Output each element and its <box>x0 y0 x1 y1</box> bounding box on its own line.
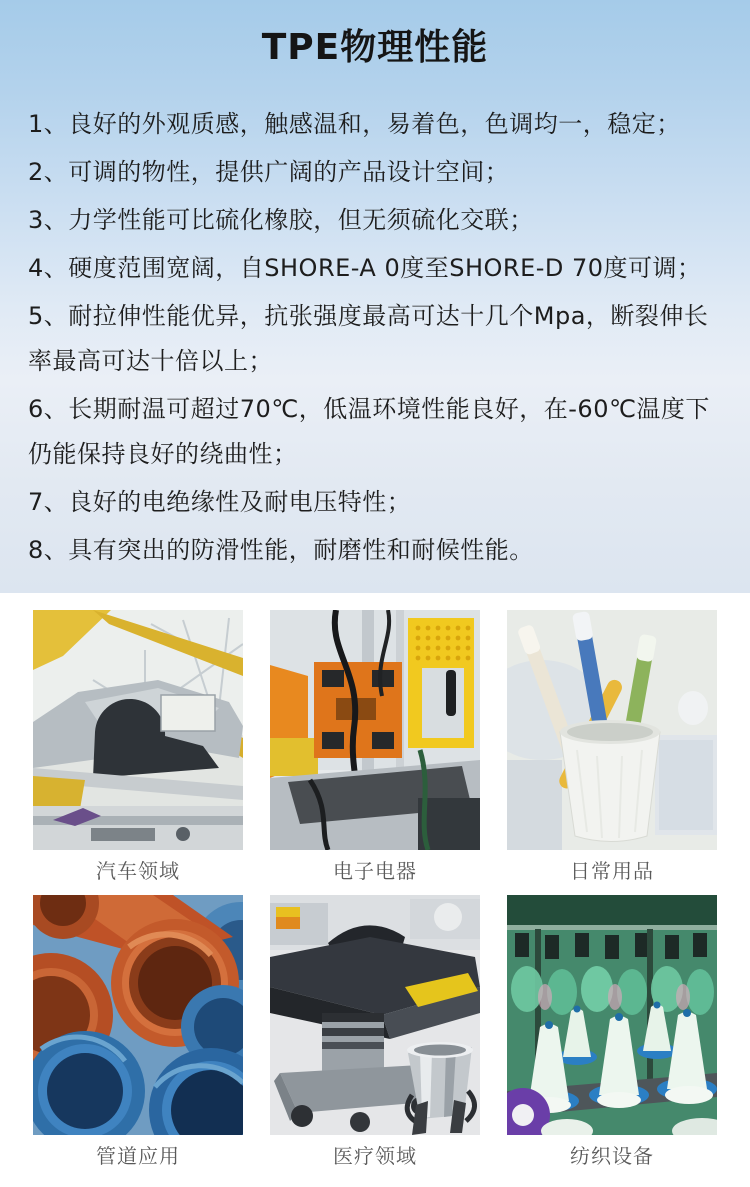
property-item-3: 3、力学性能可比硫化橡胶，但无须硫化交联； <box>28 206 534 234</box>
property-item-6: 6、长期耐温可超过70℃，低温环境性能良好，在-60℃温度下仍能保持良好的绕曲性； <box>28 395 710 468</box>
gallery-item-pipes <box>33 895 243 1180</box>
property-item-4: 4、硬度范围宽阔，自SHORE-A 0度至SHORE-D 70度可调； <box>28 254 702 282</box>
toothbrushes-in-cup-photo <box>507 610 717 850</box>
gallery-caption: 汽车领域 <box>96 859 180 883</box>
gallery-caption: 纺织设备 <box>570 1144 654 1168</box>
gallery-caption: 日常用品 <box>570 859 654 883</box>
hero-section <box>0 0 750 593</box>
pvc-pipes-photo <box>33 895 243 1135</box>
property-item-2: 2、可调的物性，提供广阔的产品设计空间； <box>28 158 510 186</box>
gallery-item-medical <box>270 895 480 1180</box>
gallery-item-daily-goods <box>507 610 717 895</box>
application-gallery <box>0 593 750 1180</box>
property-list <box>28 102 722 573</box>
electronics-machinery-photo <box>270 610 480 850</box>
property-item-8: 8、具有突出的防滑性能，耐磨性和耐候性能。 <box>28 536 534 564</box>
page-title: TPE物理性能 <box>261 27 489 68</box>
property-item-5: 5、耐拉伸性能优异，抗张强度最高可达十几个Mpa，断裂伸长率最高可达十倍以上； <box>28 302 709 375</box>
gallery-caption: 电子电器 <box>333 859 417 883</box>
gallery-item-textile <box>507 895 717 1180</box>
gallery-caption: 医疗领域 <box>333 1144 417 1168</box>
property-item-7: 7、良好的电绝缘性及耐电压特性； <box>28 488 412 516</box>
car-assembly-line-photo <box>33 610 243 850</box>
operating-table-photo <box>270 895 480 1135</box>
gallery-item-automotive <box>33 610 243 895</box>
gallery-item-electronics <box>270 610 480 895</box>
property-item-1: 1、良好的外观质感，触感温和，易着色，色调均一，稳定； <box>28 110 681 138</box>
gallery-caption: 管道应用 <box>96 1144 180 1168</box>
textile-machines-photo <box>507 895 717 1135</box>
